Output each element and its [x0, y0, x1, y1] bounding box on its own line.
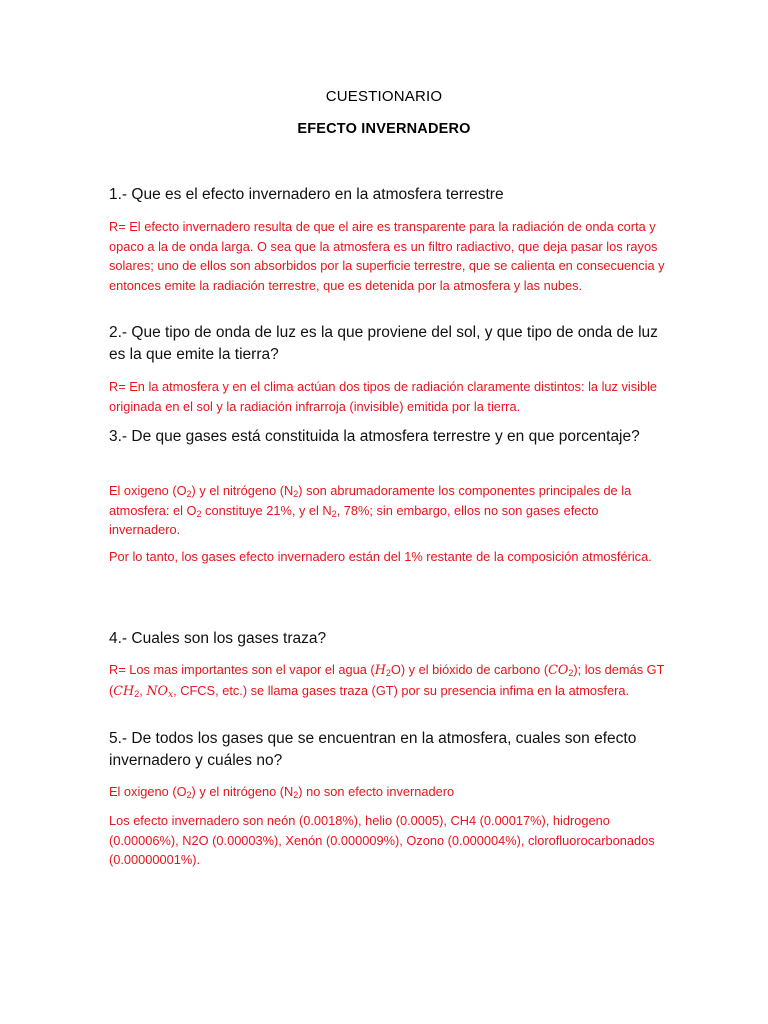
text-run: ) y el nitrógeno (N — [191, 784, 294, 799]
text-run: , CFCS, etc.) se llama gases traza (GT) por su presencia infima en la atmosfera. — [173, 682, 630, 698]
answer-4 — [109, 660, 669, 701]
subscript: 2 — [196, 508, 202, 519]
text-run: ) no son efecto invernadero — [298, 784, 455, 799]
text-run: , 78%; sin embargo, ellos no son gases efecto invernadero. — [109, 502, 599, 537]
text-run: ) son abrumadoramente los componentes principales de la atmosfera: el O — [109, 483, 632, 518]
subscript: 2 — [331, 508, 337, 519]
question-4: 4.- Cuales son los gases traza? — [109, 630, 327, 647]
text-run: ); los demás GT ( — [109, 662, 665, 698]
document-subtitle: EFECTO INVERNADERO — [297, 121, 471, 137]
answer-2: R= En la atmosfera y en el clima actúan dos tipos de radiación claramente distintos: la luz visible originada en el sol y la radiación infrarroja (invisible) emitida por la tierra. — [109, 379, 658, 414]
question-3: 3.- De que gases está constituida la atmosfera terrestre y en que porcentaje? — [109, 428, 640, 445]
answer-3-paragraph-2: Por lo tanto, los gases efecto invernadero están del 1% restante de la composición atmosférica. — [109, 549, 652, 564]
text-run: O) y el bióxido de carbono ( — [390, 662, 549, 677]
formula-h2o: H — [374, 663, 386, 678]
document-title: CUESTIONARIO — [325, 88, 443, 105]
subscript: 2 — [568, 668, 574, 678]
question-2: 2.- Que tipo de onda de luz es la que proviene del sol, y que tipo de onda de luz es la que emite la tierra? — [109, 324, 658, 363]
answer-1: R= El efecto invernadero resulta de que el aire es transparente para la radiación de onda corta y opaco a la de onda larga. O sea que la atmosfera es un filtro radiactivo, que deja pasar los rayos solares; uno de ellos son absorbidos por la superficie terrestre, que se calienta en consecuencia y entonces emite la radiación terrestre, que es detenida por la atmosfera y las nubes. — [109, 219, 665, 293]
text-run: , — [139, 682, 147, 698]
text-run: ) y el nitrógeno (N — [191, 483, 294, 498]
text-run: R= Los mas importantes son el vapor el agua ( — [109, 662, 375, 677]
formula-ch2: CH — [113, 683, 135, 699]
subscript: 2 — [293, 790, 299, 800]
subscript: 2 — [385, 668, 391, 678]
text-run: El oxigeno (O — [109, 784, 187, 799]
formula-nox: NO — [146, 683, 169, 699]
subscript: 2 — [186, 790, 192, 800]
text-run: constituye 21%, y el N — [201, 502, 332, 518]
subscript: 2 — [293, 489, 299, 499]
answer-3-paragraph-1 — [109, 481, 669, 540]
subscript: 2 — [186, 489, 192, 499]
subscript: x — [168, 689, 174, 700]
answer-5-paragraph-2: Los efecto invernadero son neón (0.0018%), helio (0.0005), CH4 (0.00017%), hidrogeno (0.00006%), N2O (0.00003%), Xenón (0.000009%), Ozono (0.000004%), clorofluorocarbonados (0.00000001%). — [109, 813, 655, 867]
question-5: 5.- De todos los gases que se encuentran en la atmosfera, cuales son efecto invernadero y cuáles no? — [109, 730, 637, 769]
subscript: 2 — [134, 688, 140, 699]
question-1: 1.- Que es el efecto invernadero en la atmosfera terrestre — [109, 186, 504, 203]
formula-co2: CO — [548, 663, 569, 678]
text-run: El oxigeno (O — [109, 483, 187, 498]
answer-5-paragraph-1 — [109, 782, 669, 802]
